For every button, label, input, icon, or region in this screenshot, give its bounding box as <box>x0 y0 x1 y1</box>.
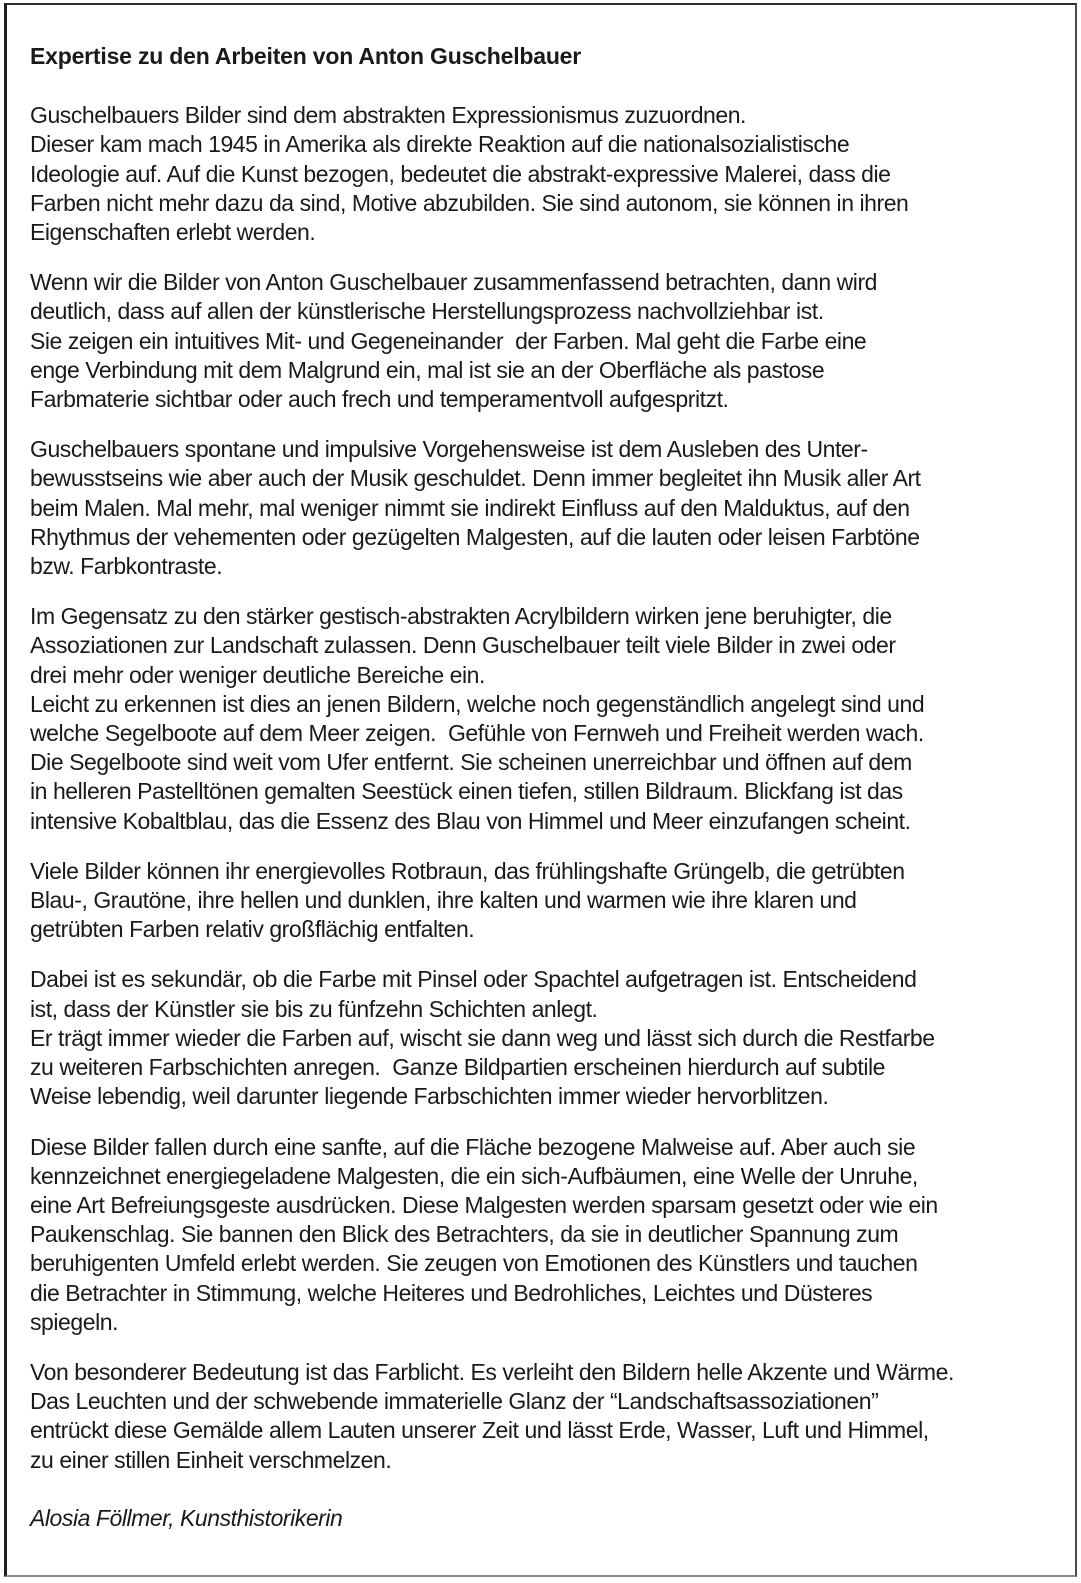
text-line: Guschelbauers spontane und impulsive Vorgehensweise ist dem Ausleben des Unter- <box>30 436 868 463</box>
text-line: Paukenschlag. Sie bannen den Blick des Betrachters, da sie in deutlicher Spannung zum <box>30 1221 899 1248</box>
text-line: Assoziationen zur Landschaft zulassen. Denn Guschelbauer teilt viele Bilder in zwei oder <box>30 632 896 659</box>
text-line: Im Gegensatz zu den stärker gestisch-abstrakten Acrylbildern wirken jene beruhigter, die <box>30 603 892 630</box>
text-line: Rhythmus der vehementen oder gezügelten Malgesten, auf die lauten oder leisen Farbtöne <box>30 523 920 550</box>
text-line: drei mehr oder weniger deutliche Bereiche ein. <box>30 661 485 688</box>
text-line: Guschelbauers Bilder sind dem abstrakten Expressionismus zuzuordnen. <box>30 102 747 129</box>
text-line: zu einer stillen Einheit verschmelzen. <box>30 1446 392 1473</box>
paragraph-herstellungsprozess <box>30 268 1059 414</box>
paragraph-landschaft <box>30 602 1059 836</box>
text-line: bewusstseins wie aber auch der Musik geschuldet. Denn immer begleitet ihn Musik aller Art <box>30 465 921 492</box>
text-line: ist, dass der Künstler sie bis zu fünfzehn Schichten anlegt. <box>30 995 598 1022</box>
paragraph-musik <box>30 435 1059 581</box>
text-line: zu weiteren Farbschichten anregen. Ganze Bildpartien erscheinen hierdurch auf subtile <box>30 1054 885 1081</box>
text-line: Farben nicht mehr dazu da sind, Motive abzubilden. Sie sind autonom, sie können in ihren <box>30 189 909 216</box>
text-line: Wenn wir die Bilder von Anton Guschelbauer zusammenfassend betrachten, dann wird <box>30 269 878 296</box>
text-line: Farbmaterie sichtbar oder auch frech und temperamentvoll aufgespritzt. <box>30 386 729 413</box>
text-line: bzw. Farbkontraste. <box>30 553 223 580</box>
text-line: Die Segelboote sind weit vom Ufer entfernt. Sie scheinen unerreichbar und öffnen auf dem <box>30 749 912 776</box>
text-line: Von besonderer Bedeutung ist das Farblicht. Es verleiht den Bildern helle Akzente und Wärme. <box>30 1358 954 1385</box>
paragraph-schichten <box>30 965 1059 1111</box>
text-line: welche Segelboote auf dem Meer zeigen. Gefühle von Fernweh und Freiheit werden wach. <box>30 720 924 747</box>
text-line: Eigenschaften erlebt werden. <box>30 219 316 246</box>
signature-line: Alosia Föllmer, Kunsthistorikerin <box>30 1504 343 1531</box>
text-line: Blau-, Grautöne, ihre hellen und dunklen, ihre kalten und warmen wie ihre klaren und <box>30 887 857 914</box>
text-line: eine Art Befreiungsgeste ausdrücken. Diese Malgesten werden sparsam gesetzt oder wie ein <box>30 1191 938 1218</box>
text-line: Viele Bilder können ihr energievolles Rotbraun, das frühlingshafte Grüngelb, die getrübten <box>30 857 905 884</box>
text-line: Dieser kam mach 1945 in Amerika als direkte Reaktion auf die nationalsozialistische <box>30 131 850 158</box>
text-line: spiegeln. <box>30 1308 119 1335</box>
page-title: Expertise zu den Arbeiten von Anton Guschelbauer <box>30 43 582 69</box>
paragraph-farben <box>30 857 1059 945</box>
text-line: Er trägt immer wieder die Farben auf, wischt sie dann weg und lässt sich durch die Restfarbe <box>30 1024 935 1051</box>
text-line: Dabei ist es sekundär, ob die Farbe mit Pinsel oder Spachtel aufgetragen ist. Entscheidend <box>30 966 917 993</box>
text-line: beruhigenten Umfeld erlebt werden. Sie zeugen von Emotionen des Künstlers und tauchen <box>30 1250 918 1277</box>
text-line: getrübten Farben relativ großflächig entfalten. <box>30 916 475 943</box>
text-line: entrückt diese Gemälde allem Lauten unserer Zeit und lässt Erde, Wasser, Luft und Himmel, <box>30 1417 929 1444</box>
document-page <box>4 3 1077 1577</box>
text-line: Weise lebendig, weil darunter liegende Farbschichten immer wieder hervorblitzen. <box>30 1083 829 1110</box>
text-line: in helleren Pastelltönen gemalten Seestück einen tiefen, stillen Bildraum. Blickfang ist das <box>30 778 903 805</box>
text-line: Leicht zu erkennen ist dies an jenen Bildern, welche noch gegenständlich angelegt sind und <box>30 690 925 717</box>
text-line: enge Verbindung mit dem Malgrund ein, mal ist sie an der Oberfläche als pastose <box>30 356 825 383</box>
text-line: deutlich, dass auf allen der künstlerische Herstellungsprozess nachvollziehbar ist. <box>30 298 824 325</box>
text-line: Sie zeigen ein intuitives Mit- und Gegeneinander der Farben. Mal geht die Farbe eine <box>30 327 867 354</box>
text-line: Das Leuchten und der schwebende immaterielle Glanz der “Landschaftsassoziationen” <box>30 1388 879 1415</box>
paragraph-malgesten <box>30 1133 1059 1337</box>
text-line: Diese Bilder fallen durch eine sanfte, auf die Fläche bezogene Malweise auf. Aber auch sie <box>30 1133 916 1160</box>
document-paragraphs <box>30 101 1059 1475</box>
document-content <box>7 5 1075 1533</box>
text-line: beim Malen. Mal mehr, mal weniger nimmt sie indirekt Einfluss auf den Malduktus, auf den <box>30 494 910 521</box>
text-line: kennzeichnet energiegeladene Malgesten, die ein sich-Aufbäumen, eine Welle der Unruhe, <box>30 1162 918 1189</box>
paragraph-farblicht <box>30 1358 1059 1475</box>
text-line: die Betrachter in Stimmung, welche Heiteres und Bedrohliches, Leichtes und Düsteres <box>30 1279 873 1306</box>
text-line: Ideologie auf. Auf die Kunst bezogen, bedeutet die abstrakt-expressive Malerei, dass die <box>30 160 891 187</box>
text-line: intensive Kobaltblau, das die Essenz des Blau von Himmel und Meer einzufangen scheint. <box>30 807 911 834</box>
paragraph-einordnung <box>30 101 1059 247</box>
